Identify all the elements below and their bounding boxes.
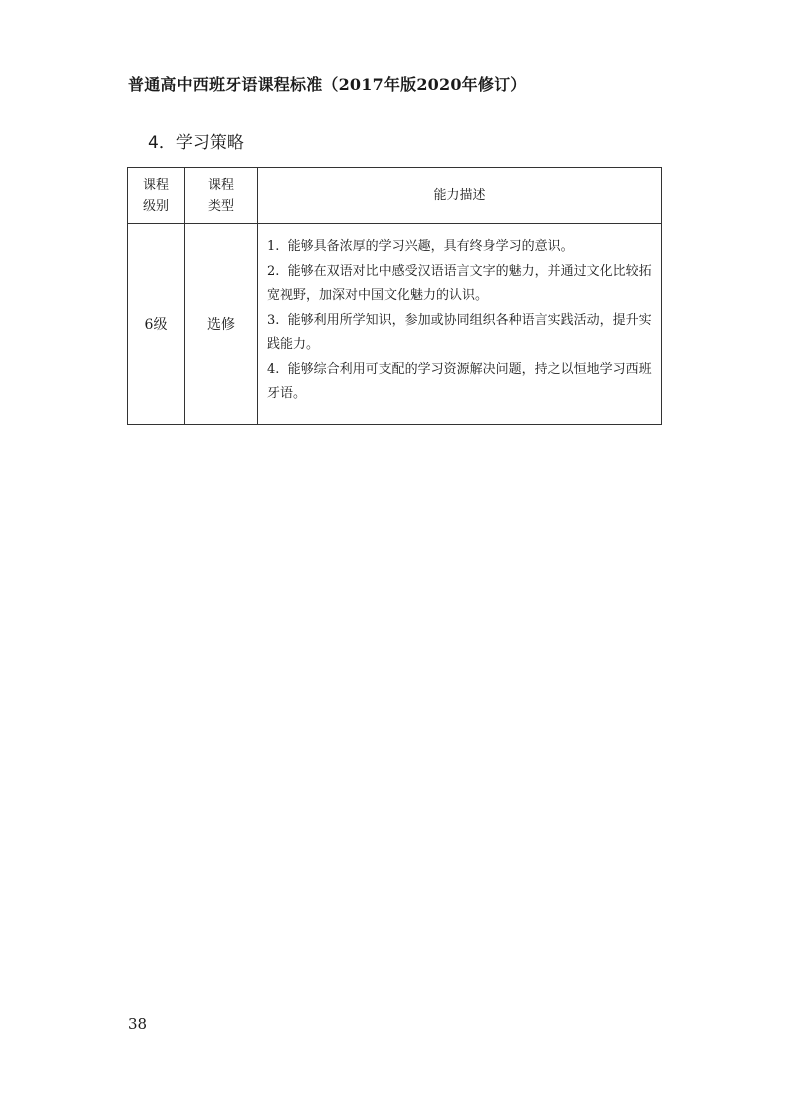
item-number: 4. <box>267 361 280 377</box>
item-number: 2. <box>267 263 280 279</box>
item-number: 3. <box>267 312 280 328</box>
header-course-type-line1: 课程 <box>207 177 234 193</box>
item-number: 1. <box>267 239 280 254</box>
header-course-level-line1: 课程 <box>142 177 169 193</box>
item-text: 能够具备浓厚的学习兴趣，具有终身学习的意识。 <box>287 239 574 254</box>
description-item <box>267 235 652 260</box>
running-head: 普通高中西班牙语课程标准（2017年版2020年修订） <box>128 75 527 94</box>
ability-table <box>127 167 662 425</box>
description-item <box>267 309 652 358</box>
description-item <box>267 260 652 309</box>
header-course-type <box>185 168 258 224</box>
page-number: 38 <box>128 1015 148 1033</box>
header-course-level <box>128 168 185 224</box>
header-course-type-line2: 类型 <box>207 198 234 214</box>
description-item <box>267 358 652 407</box>
section-title: 4．学习策略 <box>148 133 244 153</box>
course-level-cell <box>128 224 185 425</box>
table-header-row <box>128 168 662 224</box>
course-level-value: 6级 <box>144 317 168 333</box>
item-text: 能够利用所学知识，参加或协同组织各种语言实践活动，提升实践能力。 <box>267 312 652 352</box>
item-text: 能够综合利用可支配的学习资源解决问题，持之以恒地学习西班牙语。 <box>267 361 652 401</box>
header-course-level-line2: 级别 <box>142 198 169 214</box>
course-type-cell: 选修 <box>185 224 258 425</box>
item-text: 能够在双语对比中感受汉语语言文字的魅力，并通过文化比较拓宽视野，加深对中国文化魅力的认识。 <box>267 263 652 303</box>
header-description: 能力描述 <box>258 168 662 224</box>
table-row <box>128 224 662 425</box>
description-cell <box>258 224 662 425</box>
